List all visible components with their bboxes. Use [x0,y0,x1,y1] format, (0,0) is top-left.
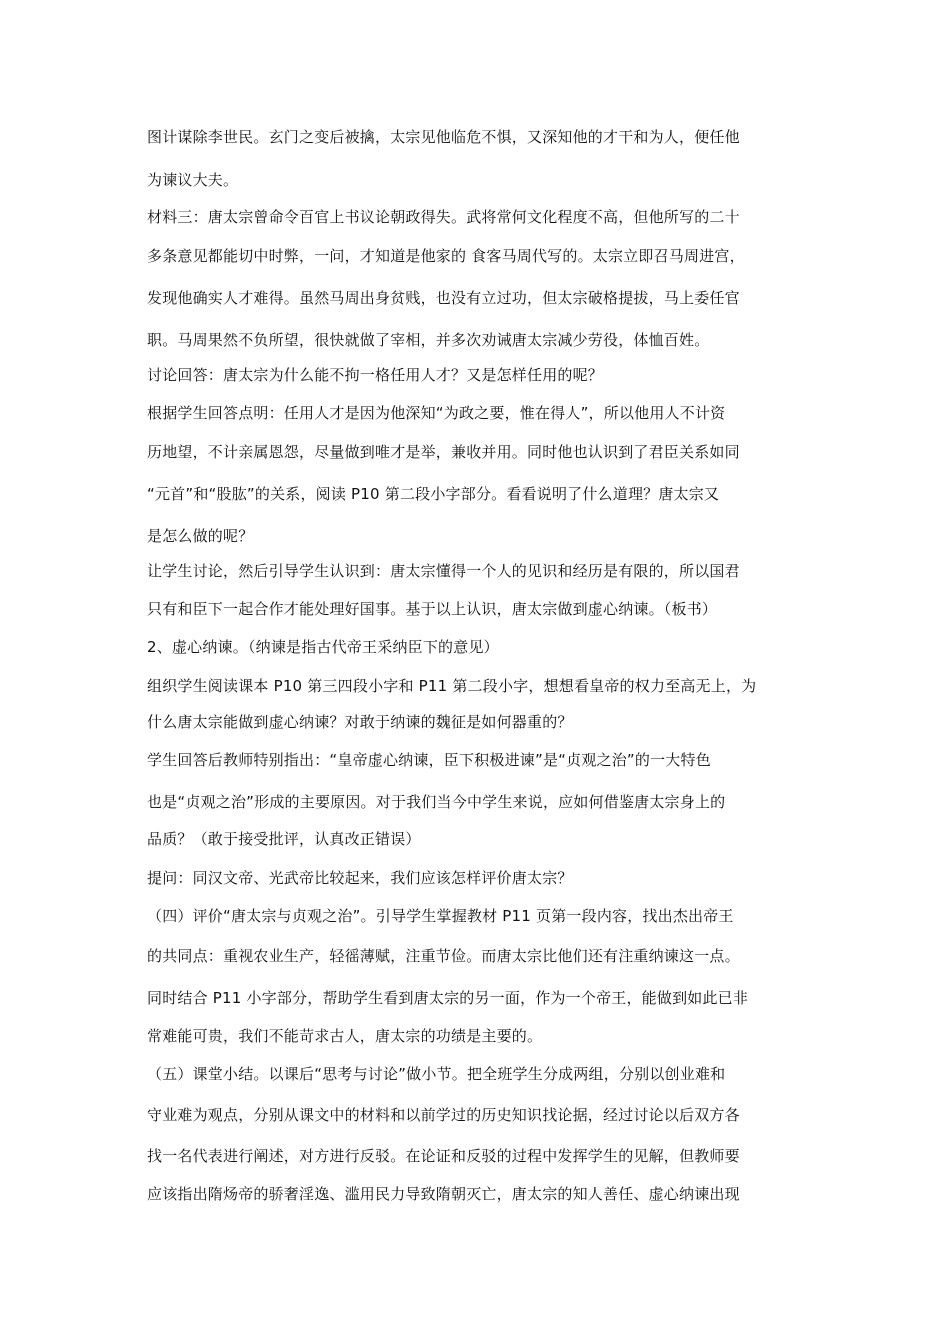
text-line: 发现他确实人才难得。虽然马周出身贫贱，也没有立过功，但太宗破格提拔，马上委任官 [147,289,740,307]
text-line: 职。马周果然不负所望，很快就做了宰相，并多次劝诫唐太宗减少劳役，体恤百姓。 [147,331,710,349]
text-line: 材料三：唐太宗曾命令百官上书议论朝政得失。武将常何文化程度不高，但他所写的二十 [147,208,740,226]
text-line: 应该指出隋炀帝的骄奢淫逸、滥用民力导致隋朝灭亡，唐太宗的知人善任、虚心纳谏出现 [147,1185,740,1203]
text-line: 让学生讨论，然后引导学生认识到：唐太宗懂得一个人的见识和经历是有限的，所以国君 [147,562,740,580]
text-line: 同时结合 P11 小字部分，帮助学生看到唐太宗的另一面，作为一个帝王，能做到如此已非 [147,989,749,1007]
section-heading: （五）课堂小结。以课后“思考与讨论”做小节。把全班学生分成两组，分别以创业难和 [147,1065,726,1083]
text-line: 图计谋除李世民。玄门之变后被擒，太宗见他临危不惧，又深知他的才干和为人，便任他 [147,128,740,146]
text-line: 历地望，不计亲属恩怨，尽量做到唯才是举，兼收并用。同时他也认识到了君臣关系如同 [147,443,740,461]
text-line: “元首”和“股肱”的关系，阅读 P10 第二段小字部分。看看说明了什么道理？唐太宗又 [147,485,720,503]
text-line: 品质？（敢于接受批评，认真改正错误） [147,830,421,848]
text-line: 为谏议大夫。 [147,171,239,189]
text-line: 是怎么做的呢？ [147,527,254,545]
text-line: 学生回答后教师特别指出：“皇帝虚心纳谏，臣下积极进谏”是“贞观之治”的一大特色 [147,751,711,769]
text-line: 什么唐太宗能做到虚心纳谏？对敢于纳谏的魏征是如何器重的？ [147,713,573,731]
text-line: 常难能可贵，我们不能苛求古人，唐太宗的功绩是主要的。 [147,1027,543,1045]
text-line: 也是“贞观之治”形成的主要原因。对于我们当今中学生来说，应如何借鉴唐太宗身上的 [147,793,726,811]
section-heading: （四）评价“唐太宗与贞观之治”。引导学生掌握教材 P11 页第一段内容，找出杰出帝王 [147,907,734,925]
text-line: 只有和臣下一起合作才能处理好国事。基于以上认识，唐太宗做到虚心纳谏。（板书） [147,600,718,618]
text-line: 多条意见都能切中时弊，一问，才知道是他家的 食客马周代写的。太宗立即召马周进宫， [147,247,745,265]
text-line: 找一名代表进行阐述，对方进行反驳。在论证和反驳的过程中发挥学生的见解，但教师要 [147,1147,740,1165]
text-line: 守业难为观点，分别从课文中的材料和以前学过的历史知识找论据，经过讨论以后双方各 [147,1106,740,1124]
text-line: 根据学生回答点明：任用人才是因为他深知“为政之要，惟在得人”，所以他用人不计资 [147,404,726,422]
section-heading: 2、虚心纳谏。（纳谏是指古代帝王采纳臣下的意见） [147,638,499,656]
text-line: 提问：同汉文帝、光武帝比较起来，我们应该怎样评价唐太宗？ [147,869,573,887]
text-line: 的共同点：重视农业生产，轻徭薄赋，注重节俭。而唐太宗比他们还有注重纳谏这一点。 [147,947,740,965]
text-line: 讨论回答：唐太宗为什么能不拘一格任用人才？又是怎样任用的呢？ [147,366,604,384]
text-line: 组织学生阅读课本 P10 第三四段小字和 P11 第二段小字，想想看皇帝的权力至高无上，为 [147,677,757,695]
